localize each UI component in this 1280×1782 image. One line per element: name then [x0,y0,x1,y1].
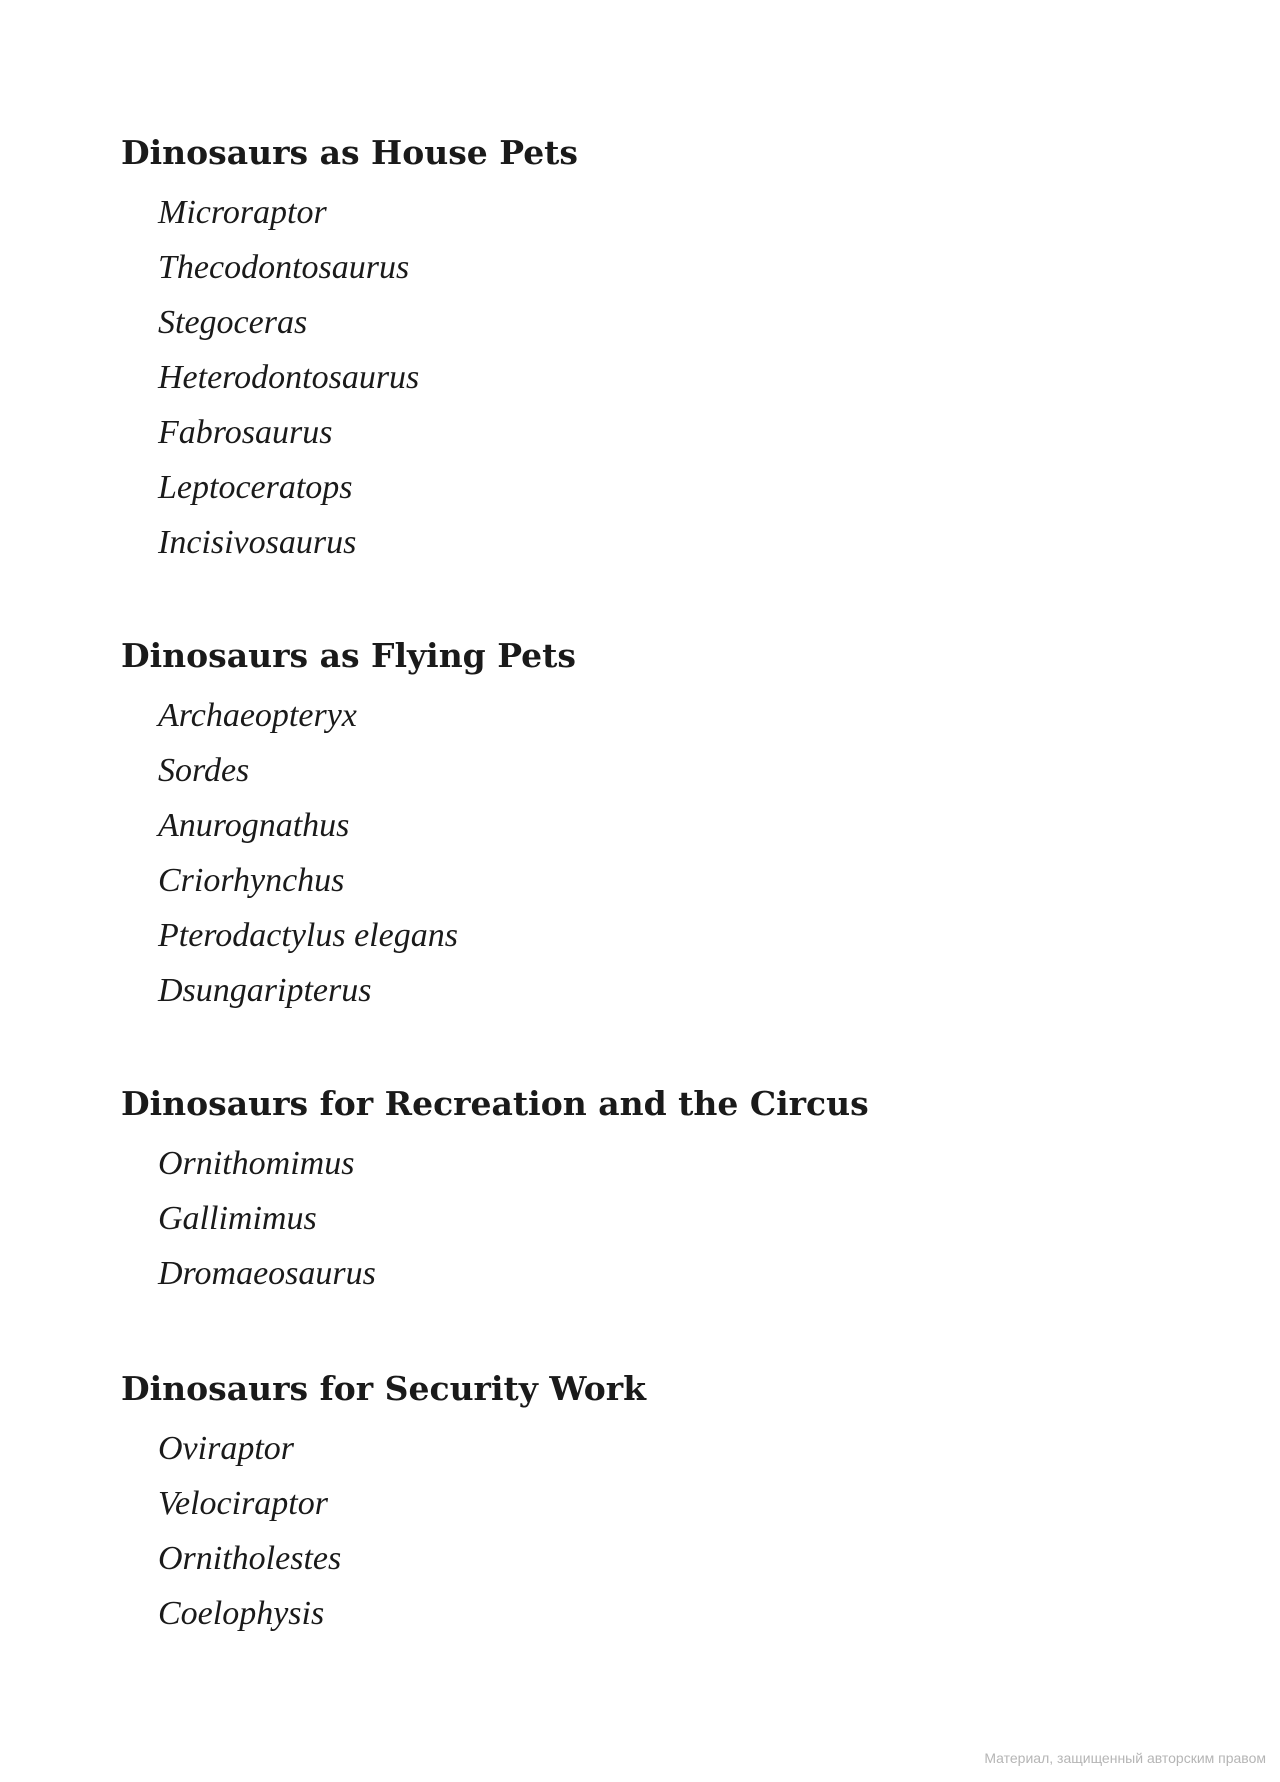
list-item: Criorhynchus [158,862,345,899]
list-item: Gallimimus [158,1200,317,1237]
section-house-pets [121,133,1121,570]
list-item: Dsungaripterus [158,972,372,1009]
dinosaur-list [121,1421,1121,1641]
list-item: Coelophysis [158,1595,325,1632]
list-item: Archaeopteryx [158,697,357,734]
list-item: Ornitholestes [158,1540,342,1577]
list-item: Stegoceras [158,304,308,341]
section-heading: Dinosaurs as Flying Pets [121,636,576,675]
list-item: Dromaeosaurus [158,1255,376,1292]
list-item: Pterodactylus elegans [158,917,458,954]
section-heading: Dinosaurs as House Pets [121,133,579,172]
list-item: Leptoceratops [158,469,353,506]
list-item: Ornithomimus [158,1145,355,1182]
list-item: Anurognathus [158,807,350,844]
list-item: Fabrosaurus [158,414,333,451]
list-item: Microraptor [158,194,327,231]
section-security-work [121,1369,1121,1641]
dinosaur-list [121,1136,1121,1301]
section-flying-pets [121,636,1121,1018]
section-heading: Dinosaurs for Security Work [121,1369,647,1408]
section-heading: Dinosaurs for Recreation and the Circus [121,1084,869,1123]
list-item: Velociraptor [158,1485,328,1522]
list-item: Thecodontosaurus [158,249,410,286]
dinosaur-list [121,185,1121,570]
list-item: Oviraptor [158,1430,294,1467]
list-item: Incisivosaurus [158,524,357,561]
dinosaur-list [121,688,1121,1018]
section-recreation-circus [121,1084,1121,1301]
copyright-watermark: Материал, защищенный авторским правом [984,1750,1266,1766]
list-item: Heterodontosaurus [158,359,420,396]
list-item: Sordes [158,752,250,789]
